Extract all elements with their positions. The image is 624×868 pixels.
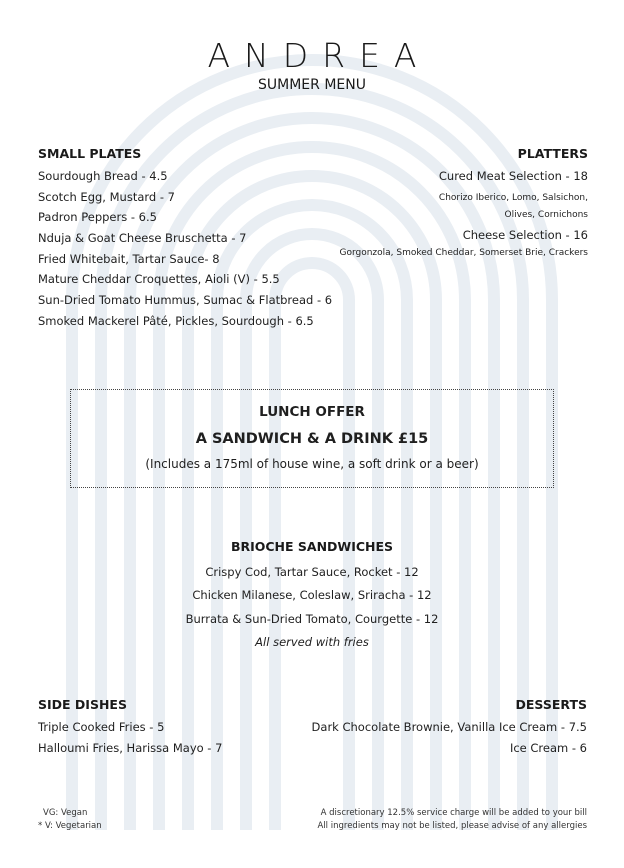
platter-cured-meat-desc: Chorizo Iberico, Lomo, Salsichon, — [438, 193, 588, 203]
menu-item: Burrata & Sun-Dried Tomato, Courgette - 12 — [185, 611, 439, 626]
legend-vegetarian: * V: Vegetarian — [38, 821, 102, 831]
restaurant-name: ANDREA — [207, 36, 431, 75]
menu-item: Padron Peppers - 6.5 — [38, 210, 157, 225]
allergy-note: All ingredients may not be listed, please advise of any allergies — [317, 821, 587, 831]
lunch-offer-title: LUNCH OFFER — [259, 404, 365, 420]
brioche-list — [0, 561, 624, 654]
menu-item: Sun-Dried Tomato Hummus, Sumac & Flatbread - 6 — [38, 293, 333, 308]
menu-title: SUMMER MENU — [258, 77, 366, 93]
legend-vegan: VG: Vegan — [43, 808, 88, 818]
platter-cheese-desc: Gorgonzola, Smoked Cheddar, Somerset Brie, Crackers — [339, 248, 588, 258]
platters-heading: PLATTERS — [517, 146, 588, 161]
menu-item: Mature Cheddar Croquettes, Aioli (V) - 5.5 — [38, 272, 280, 287]
platter-cured-meat-desc: Olives, Cornichons — [504, 210, 588, 220]
menu-item: Chicken Milanese, Coleslaw, Sriracha - 12 — [192, 588, 432, 603]
platter-cured-meat: Cured Meat Selection - 18 — [438, 169, 588, 183]
menu-item: Halloumi Fries, Harissa Mayo - 7 — [38, 741, 223, 755]
platter-cheese: Cheese Selection - 16 — [462, 228, 588, 242]
menu-item: Fried Whitebait, Tartar Sauce- 8 — [38, 251, 220, 266]
menu-item: Triple Cooked Fries - 5 — [38, 720, 165, 734]
menu-item: Sourdough Bread - 4.5 — [38, 169, 168, 183]
brioche-heading: BRIOCHE SANDWICHES — [230, 539, 394, 554]
desserts-heading: DESSERTS — [515, 697, 587, 712]
service-charge-note: A discretionary 12.5% service charge will be added to your bill — [320, 808, 587, 818]
menu-item: Dark Chocolate Brownie, Vanilla Ice Cream - 7.5 — [311, 720, 587, 734]
lunch-offer-note: (Includes a 175ml of house wine, a soft drink or a beer) — [145, 457, 479, 471]
menu-item: Scotch Egg, Mustard - 7 — [38, 189, 175, 204]
small-plates-list — [38, 166, 332, 332]
small-plates-heading: SMALL PLATES — [38, 146, 142, 161]
lunch-offer-deal: A SANDWICH & A DRINK £15 — [195, 431, 429, 447]
menu-item: Nduja & Goat Cheese Bruschetta - 7 — [38, 231, 247, 246]
menu-item: Ice Cream - 6 — [509, 741, 587, 755]
menu-item: Smoked Mackerel Pâté, Pickles, Sourdough - 6.5 — [38, 313, 314, 328]
menu-item: Crispy Cod, Tartar Sauce, Rocket - 12 — [205, 565, 419, 579]
brioche-note: All served with fries — [255, 634, 369, 649]
side-dishes-heading: SIDE DISHES — [38, 697, 127, 712]
